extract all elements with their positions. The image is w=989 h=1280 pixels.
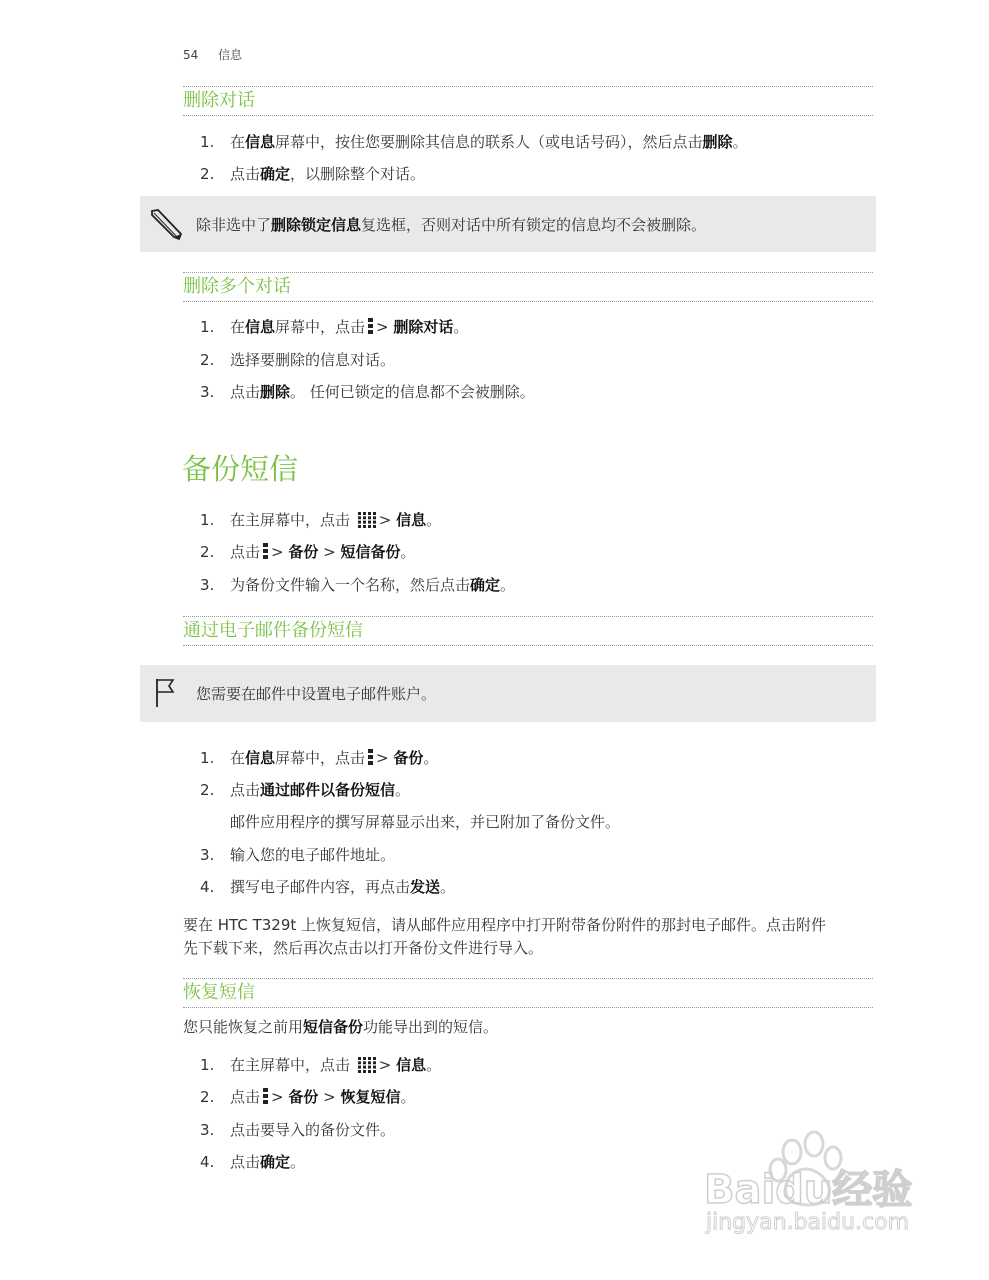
list-item: 2. 点击通过邮件以备份短信。 (200, 781, 411, 799)
menu-icon (368, 749, 373, 766)
watermark-logo-text: Baidu经验 (704, 1167, 913, 1213)
list-item: 1. 在信息屏幕中，点击 > 备份。 (200, 749, 439, 767)
list-item: 1. 在信息屏幕中，点击 > 删除对话。 (200, 318, 469, 336)
section-heading-email-backup: 通过电子邮件备份短信 (183, 616, 873, 646)
list-item: 4. 撰写电子邮件内容，再点击发送。 (200, 878, 456, 896)
list-item: 2. 点击确定，以删除整个对话。 (200, 165, 426, 183)
section-heading-delete-conversation: 删除对话 (183, 86, 873, 116)
chapter-title: 信息 (218, 48, 243, 62)
watermark-url: jingyan.baidu.com (706, 1210, 910, 1235)
list-item-note: 邮件应用程序的撰写屏幕显示出来，并已附加了备份文件。 (230, 813, 621, 831)
note-text: 除非选中了删除锁定信息复选框，否则对话中所有锁定的信息均不会被删除。 (196, 216, 707, 234)
list-item: 3. 输入您的电子邮件地址。 (200, 846, 396, 864)
list-item: 1. 在主屏幕中，点击 > 信息。 (200, 511, 442, 529)
list-item: 2. 点击 > 备份 > 恢复短信。 (200, 1088, 416, 1106)
list-item: 3. 为备份文件输入一个名称，然后点击确定。 (200, 576, 516, 594)
note-box (140, 665, 876, 722)
pencil-icon (148, 206, 184, 246)
page-number: 54 (183, 48, 199, 62)
section-heading-delete-multiple: 删除多个对话 (183, 272, 873, 302)
note-box (140, 196, 876, 252)
flag-icon (152, 675, 176, 713)
all-apps-icon (358, 1057, 376, 1073)
list-item: 1. 在主屏幕中，点击 > 信息。 (200, 1056, 442, 1074)
restore-paragraph: 要在 HTC T329t 上恢复短信，请从邮件应用程序中打开附带备份附件的那封电子邮件。点击附件 先下载下来，然后再次点击以打开备份文件进行导入。 (183, 916, 827, 957)
list-item: 4. 点击确定。 (200, 1153, 306, 1171)
all-apps-icon (358, 512, 376, 528)
note-text: 您需要在邮件中设置电子邮件账户。 (196, 685, 437, 703)
section-heading-backup: 备份短信 (182, 452, 299, 486)
list-item: 2. 选择要删除的信息对话。 (200, 351, 396, 369)
section-heading-restore: 恢复短信 (183, 978, 873, 1008)
restore-intro: 您只能恢复之前用短信备份功能导出到的短信。 (183, 1018, 499, 1036)
list-item: 3. 点击要导入的备份文件。 (200, 1121, 396, 1139)
list-item: 3. 点击删除。 任何已锁定的信息都不会被删除。 (200, 383, 535, 401)
menu-icon (263, 543, 268, 560)
menu-icon (263, 1088, 268, 1105)
baidu-watermark (700, 1130, 940, 1240)
list-item: 1. 在信息屏幕中，按住您要删除其信息的联系人（或电话号码），然后点击删除。 (200, 133, 748, 151)
list-item: 2. 点击 > 备份 > 短信备份。 (200, 543, 416, 561)
page-header (183, 46, 242, 63)
menu-icon (368, 318, 373, 335)
